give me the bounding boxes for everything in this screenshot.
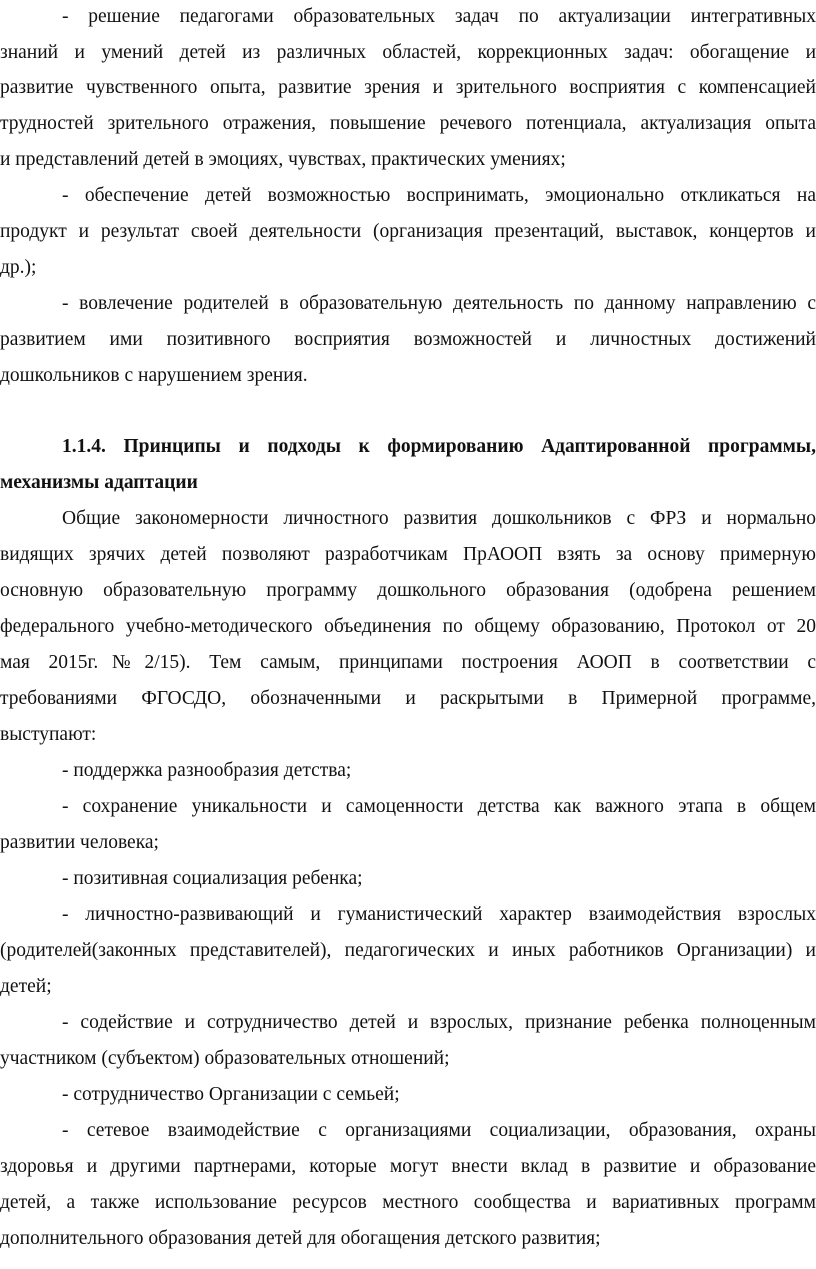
list-item: - сохранение уникальности и самоценности детства как важного этапа в общем bbox=[62, 796, 816, 817]
list-item: - поддержка разнообразия детства; bbox=[62, 760, 352, 781]
text-line: федерального учебно-методического объединения по общему образованию, Протокол от 20 bbox=[0, 616, 816, 637]
text-line: детей, а также использование ресурсов местного сообщества и вариативных программ bbox=[0, 1192, 816, 1213]
text-line: и представлений детей в эмоциях, чувствах, практических умениях; bbox=[0, 149, 566, 170]
text-line: развитием ими позитивного восприятия возможностей и личностных достижений bbox=[0, 329, 816, 350]
text-line: дошкольников с нарушением зрения. bbox=[0, 365, 308, 386]
list-item: - сетевое взаимодействие с организациями социализации, образования, охраны bbox=[62, 1120, 816, 1141]
section-heading-cont: механизмы адаптации bbox=[0, 472, 198, 493]
text-line: дополнительного образования детей для обогащения детского развития; bbox=[0, 1228, 601, 1249]
text-line: здоровья и другими партнерами, которые могут внести вклад в развитие и образование bbox=[0, 1156, 816, 1177]
text-line: выступают: bbox=[0, 724, 97, 745]
text-line: мая 2015г.№2/15). Тем самым, принципами построения АООП в соответствии с bbox=[0, 652, 816, 673]
text-line: - вовлечение родителей в образовательную деятельность по данному направлению с bbox=[62, 293, 816, 314]
text-line: трудностей зрительного отражения, повышение речевого потенциала, актуализация опыта bbox=[0, 113, 816, 134]
text-line: (родителей(законных представителей), педагогических и иных работников Организации) и bbox=[0, 940, 816, 961]
list-item: - личностно-развивающий и гуманистический характер взаимодействия взрослых bbox=[62, 904, 816, 925]
text-line: - решение педагогами образовательных задач по актуализации интегративных bbox=[62, 6, 816, 27]
text-line: развитии человека; bbox=[0, 832, 159, 853]
text-line: Общие закономерности личностного развития дошкольников с ФРЗ и нормально bbox=[62, 508, 816, 529]
text-line: участником (субъектом) образовательных отношений; bbox=[0, 1048, 450, 1069]
text-line: знаний и умений детей из различных областей, коррекционных задач: обогащение и bbox=[0, 42, 816, 63]
list-item: - позитивная социализация ребенка; bbox=[62, 868, 363, 889]
section-heading: 1.1.4. Принципы и подходы к формированию Адаптированной программы, bbox=[62, 436, 816, 457]
list-item: - сотрудничество Организации с семьей; bbox=[62, 1084, 400, 1105]
text-line: видящих зрячих детей позволяют разработчикам ПрАООП взять за основу примерную bbox=[0, 544, 816, 565]
text-line: детей; bbox=[0, 976, 52, 997]
text-line: развитие чувственного опыта, развитие зрения и зрительного восприятия с компенсацией bbox=[0, 77, 816, 98]
text-line: требованиями ФГОСДО, обозначенными и раскрытыми в Примерной программе, bbox=[0, 688, 816, 709]
list-item: - содействие и сотрудничество детей и взрослых, признание ребенка полноценным bbox=[62, 1012, 816, 1033]
text-line: основную образовательную программу дошкольного образования (одобрена решением bbox=[0, 580, 816, 601]
text-line: продукт и результат своей деятельности (организация презентаций, выставок, концертов и bbox=[0, 221, 816, 242]
text-line: др.); bbox=[0, 257, 37, 278]
text-line: - обеспечение детей возможностью воспринимать, эмоционально откликаться на bbox=[62, 185, 816, 206]
